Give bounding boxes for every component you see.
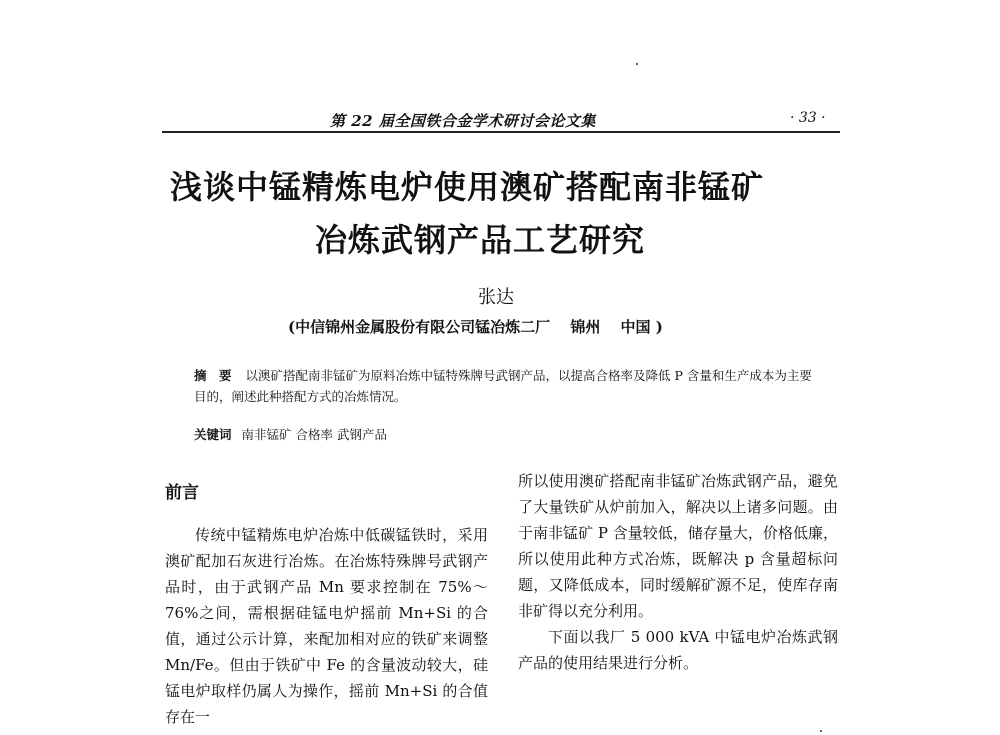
paper-title-line-1: 浅谈中锰精炼电炉使用澳矿搭配南非锰矿 (170, 168, 765, 206)
abstract-label: 摘 要 (194, 368, 232, 383)
right-paragraph-1: 所以使用澳矿搭配南非锰矿冶炼武钢产品，避免了大量铁矿从炉前加入，解决以上诸多问题。由于南非锰矿 P 含量较低，储存量大，价格低廉，所以使用此种方式冶炼，既解决 p 含量超标问题，又降低成本，同时缓解矿源不足，使库存南非矿得以充分利用。 (518, 472, 838, 620)
scan-speck (636, 63, 638, 65)
scan-speck (820, 730, 822, 732)
page-number: · 33 · (790, 110, 826, 126)
right-column (518, 468, 838, 676)
header-rule (162, 131, 840, 133)
section-heading: 前言 (165, 483, 199, 503)
author-affiliation: (中信锦州金属股份有限公司锰冶炼二厂 锦州 中国 ) (288, 318, 663, 336)
left-paragraph: 传统中锰精炼电炉冶炼中低碳锰铁时，采用澳矿配加石灰进行冶炼。在冶炼特殊牌号武钢产品时，由于武钢产品 Mn 要求控制在 75%～76%之间，需根据硅锰电炉摇前 Mn+Si 的合值，通过公示计算，来配加相对应的铁矿来调整 Mn/Fe。但由于铁矿中 Fe 的含量波动较大，硅锰电炉取样仍属人为操作，摇前 Mn+Si 的合值存在一 (165, 526, 488, 726)
left-column (165, 522, 488, 730)
paper-title-line-2: 冶炼武钢产品工艺研究 (315, 221, 646, 259)
keywords-text: 南非锰矿 合格率 武钢产品 (241, 427, 387, 442)
keywords-label: 关键词 (194, 427, 232, 442)
right-paragraph-2: 下面以我厂 5 000 kVA 中锰电炉冶炼武钢产品的使用结果进行分析。 (518, 628, 838, 672)
proceedings-header: 第 22 届全国铁合金学术研讨会论文集 (330, 112, 596, 130)
abstract-text: 以澳矿搭配南非锰矿为原料冶炼中锰特殊牌号武钢产品，以提高合格率及降低 P 含量和生产成本为主要目的，阐述此种搭配方式的冶炼情况。 (194, 368, 812, 404)
abstract (194, 365, 814, 407)
author-name: 张达 (478, 287, 514, 308)
keywords (194, 425, 387, 443)
